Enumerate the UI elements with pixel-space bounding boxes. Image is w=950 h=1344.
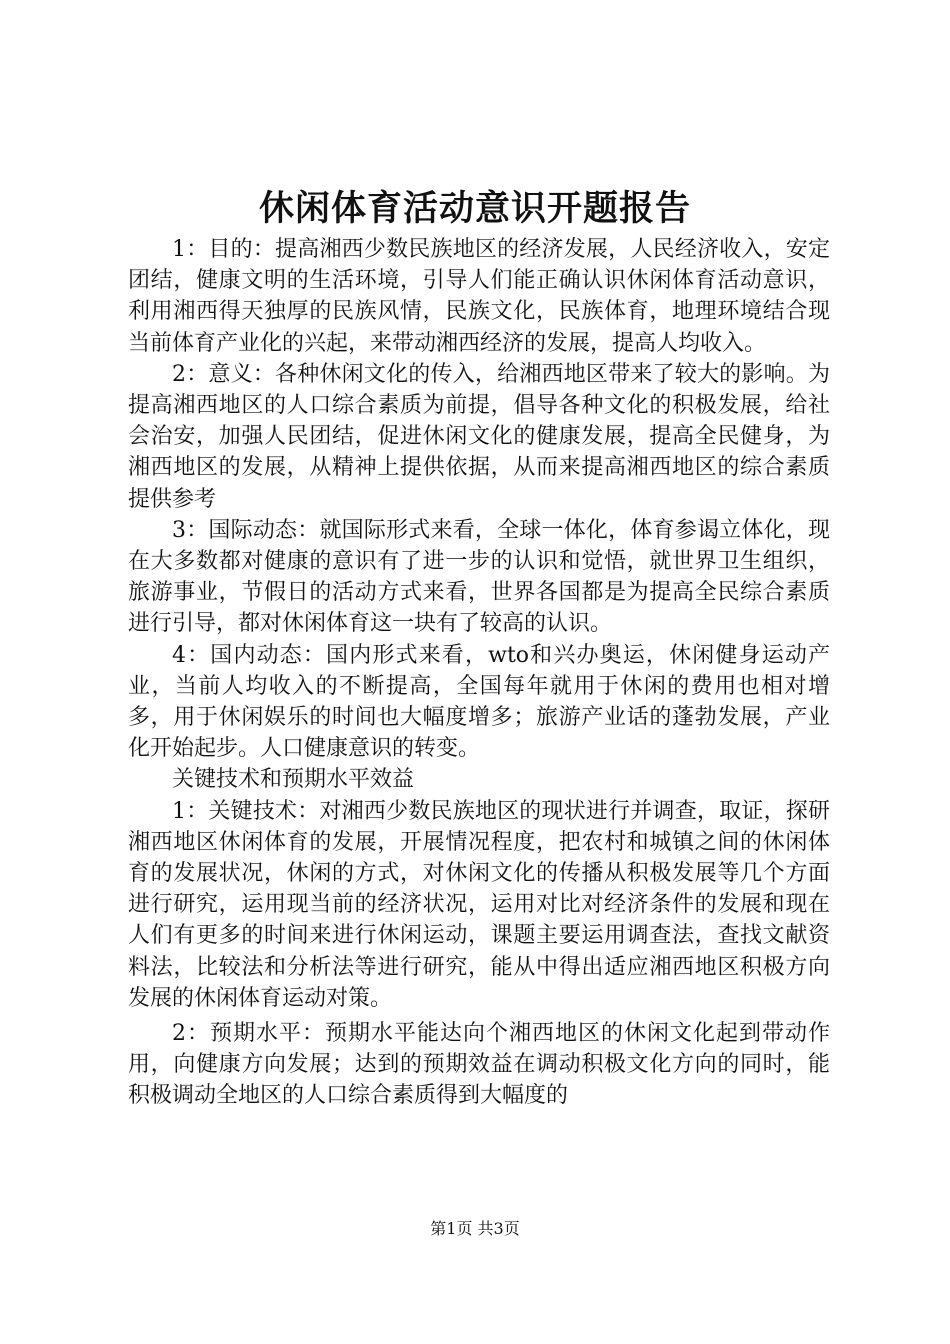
document-body bbox=[128, 234, 830, 1112]
document-title: 休闲体育活动意识开题报告 bbox=[258, 188, 691, 229]
paragraph-expected-level: 2：预期水平：预期水平能达向个湘西地区的休闲文化起到带动作用，向健康方向发展；达到的预期效益在调动积极文化方向的同时，能积极调动全地区的人口综合素质得到大幅度的 bbox=[128, 1021, 830, 1109]
paragraph-international-trends: 3：国际动态：就国际形式来看，全球一体化，体育参谒立体化，现在大多数都对健康的意识有了进一步的认识和觉悟，就世界卫生组织，旅游事业，节假日的活动方式来看，世界各国都是为提高全民综合素质进行引导，都对休闲体育这一块有了较高的认识。 bbox=[128, 517, 830, 637]
section-heading-key-technology: 关键技术和预期水平效益 bbox=[172, 767, 415, 793]
paragraph-significance: 2：意义：各种休闲文化的传入，给湘西地区带来了较大的影响。为提高湘西地区的人口综合素质为前提，倡导各种文化的积极发展，给社会治安，加强人民团结，促进休闲文化的健康发展，提高全民健身，为湘西地区的发展，从精神上提供依据，从而来提高湘西地区的综合素质提供参考 bbox=[128, 361, 830, 512]
paragraph-domestic-trends: 4：国内动态：国内形式来看，wto和兴办奥运，休闲健身运动产业，当前人均收入的不断提高，全国每年就用于休闲的费用也相对增多，用于休闲娱乐的时间也大幅度增多；旅游产业话的蓬勃发展，产业化开始起步。人口健康意识的转变。 bbox=[128, 642, 830, 762]
paragraph-key-technology: 1：关键技术：对湘西少数民族地区的现状进行并调查，取证，探研湘西地区休闲体育的发展，开展情况程度，把农村和城镇之间的休闲体育的发展状况，休闲的方式，对休闲文化的传播从积极发展等几个方面进行研究，运用现当前的经济状况，运用对比对经济条件的发展和现在人们有更多的时间来进行休闲运动，课题主要运用调查法，查找文献资料法，比较法和分析法等进行研究，能从中得出适应湘西地区积极方向发展的休闲体育运动对策。 bbox=[128, 798, 830, 1011]
page-footer: 第1页 共3页 bbox=[430, 1219, 520, 1238]
paragraph-purpose: 1：目的：提高湘西少数民族地区的经济发展，人民经济收入，安定团结，健康文明的生活环境，引导人们能正确认识休闲体育活动意识，利用湘西得天独厚的民族风情，民族文化，民族体育，地理环境结合现当前体育产业化的兴起，来带动湘西经济的发展，提高人均收入。 bbox=[128, 237, 830, 356]
